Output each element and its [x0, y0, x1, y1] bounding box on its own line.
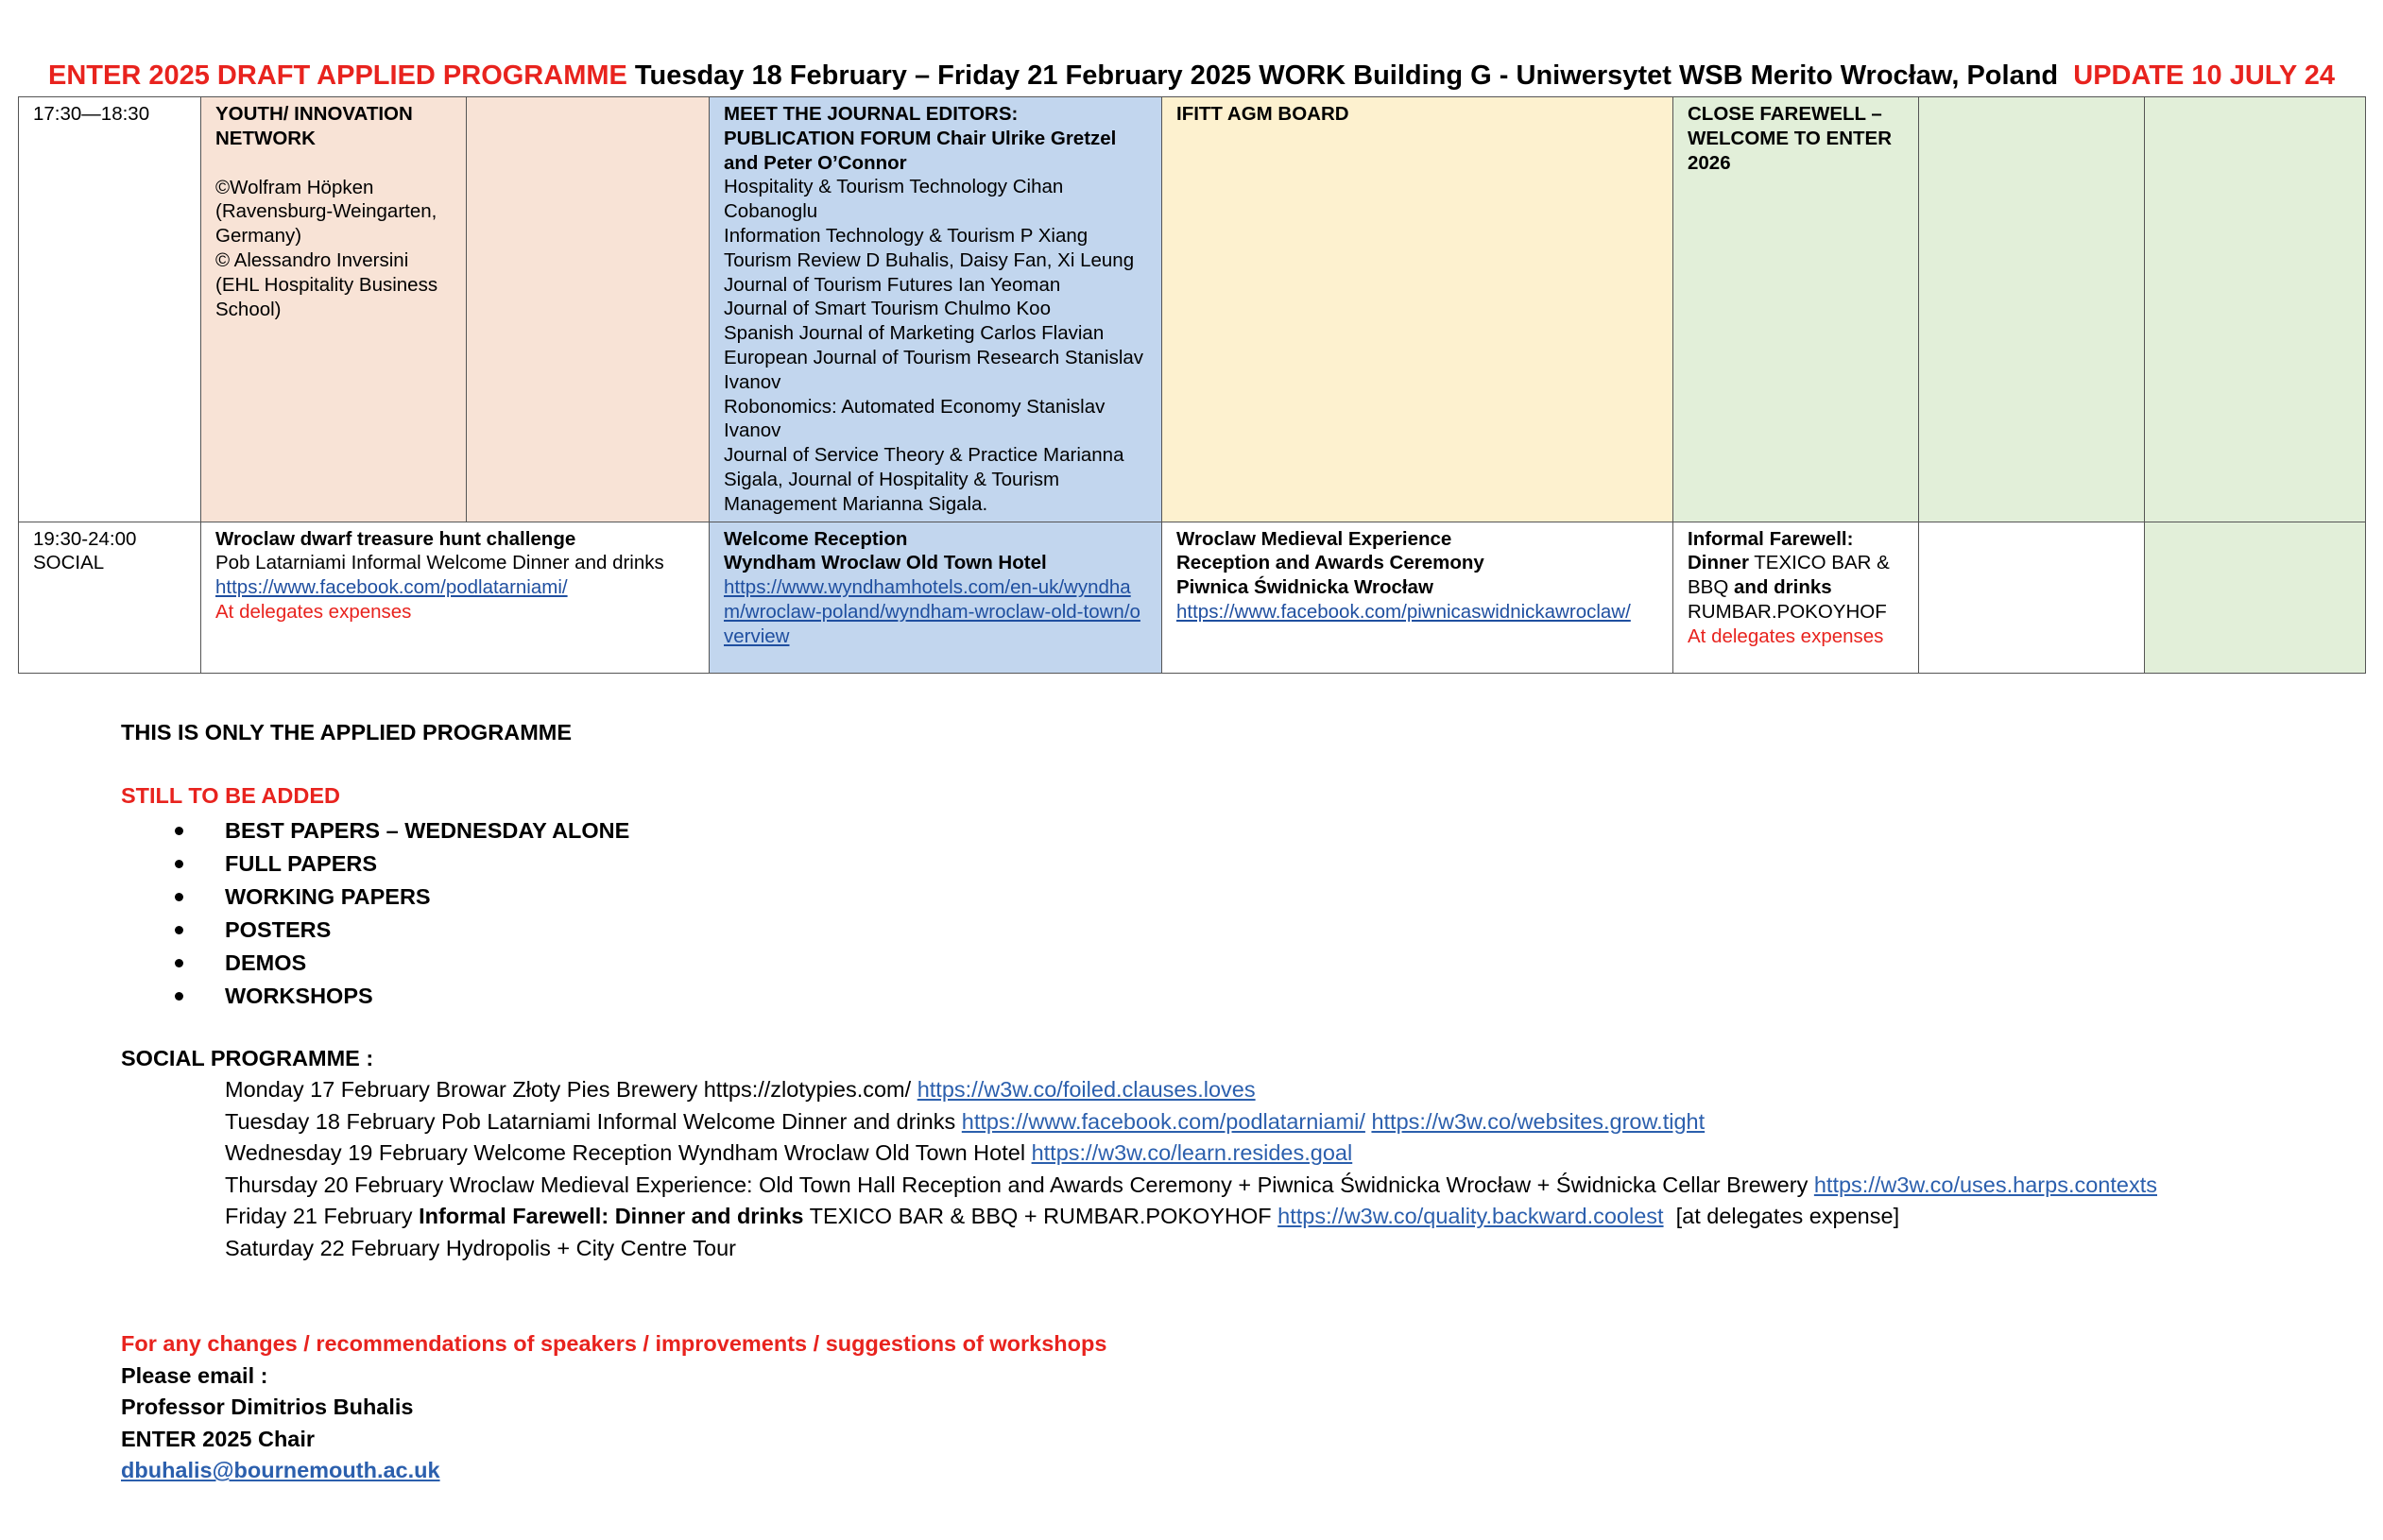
journal-line: Journal of Service Theory & Practice Marianna Sigala, Journal of Hospitality & Tourism Management Marianna Sigala.	[724, 444, 1124, 515]
expenses-note: At delegates expenses	[1688, 625, 1884, 647]
youth-network-cell	[201, 97, 467, 522]
empty-cell	[1919, 522, 2145, 673]
still-to-be-added-list	[121, 814, 629, 1013]
social-thursday: Thursday 20 February Wroclaw Medieval Experience: Old Town Hall Reception and Awards Ceremony + Piwnica Świdnicka Wrocław + Świdnicka Cellar Brewery https://w3w.co/uses.harps.contexts	[225, 1172, 2157, 1197]
social-friday: Friday 21 February Informal Farewell: Dinner and drinks TEXICO BAR & BBQ + RUMBAR.POKOYHOF https://w3w.co/quality.backward.coolest [at delegates expense]	[225, 1204, 1900, 1228]
document-title	[0, 60, 2383, 92]
journal-line: European Journal of Tourism Research Stanislav Ivanov	[724, 346, 1144, 393]
wednesday-w3w-link[interactable]: https://w3w.co/learn.resides.goal	[1031, 1140, 1353, 1165]
friday-w3w-link[interactable]: https://w3w.co/quality.backward.coolest	[1277, 1204, 1664, 1228]
time-cell: 17:30—18:30	[19, 97, 201, 522]
youth-network-title: YOUTH/ INNOVATION NETWORK	[215, 103, 413, 149]
social-tuesday: Tuesday 18 February Pob Latarniami Informal Welcome Dinner and drinks https://www.facebook.com/podlatarniami/ https://w3w.co/websites.grow.tight	[225, 1108, 1706, 1134]
list-item: DEMOS	[121, 947, 629, 980]
title-update: UPDATE 10 JULY 24	[2073, 60, 2335, 91]
wyndham-hotel-title: Wyndham Wroclaw Old Town Hotel	[724, 552, 1047, 574]
title-programme: ENTER 2025 DRAFT APPLIED PROGRAMME	[48, 60, 627, 91]
welcome-reception-cell	[710, 522, 1162, 673]
applied-programme-notice: THIS IS ONLY THE APPLIED PROGRAMME	[121, 720, 573, 744]
medieval-title: Wroclaw Medieval Experience	[1176, 527, 1452, 550]
list-item: POSTERS	[121, 914, 629, 947]
journal-editors-cell	[710, 97, 1162, 522]
piwnica-title: Piwnica Świdnicka Wrocław	[1176, 576, 1433, 599]
title-dates-venue: Tuesday 18 February – Friday 21 February 2025 WORK Building G - Uniwersytet WSB Merito Wrocław, Poland	[634, 60, 2059, 91]
dwarf-hunt-cell	[201, 522, 710, 673]
wyndham-link[interactable]: https://www.wyndhamhotels.com/en-uk/wyndham/wroclaw-poland/wyndham-wroclaw-old-town/overview	[724, 576, 1140, 647]
youth-person-2: © Alessandro Inversini (EHL Hospitality Business School)	[215, 248, 438, 320]
empty-cell	[467, 97, 710, 522]
journal-editors-title: MEET THE JOURNAL EDITORS: PUBLICATION FORUM Chair Ulrike Gretzel and Peter O’Connor	[724, 103, 1117, 174]
contact-block	[121, 1328, 1106, 1487]
social-wednesday: Wednesday 19 February Welcome Reception Wyndham Wroclaw Old Town Hotel https://w3w.co/learn.resides.goal	[225, 1140, 1353, 1165]
farewell-venue: RUMBAR.POKOYHOF	[1688, 600, 1887, 623]
journal-line: Hospitality & Tourism Technology Cihan Cobanoglu	[724, 176, 1064, 223]
podlatarniami-link[interactable]: https://www.facebook.com/podlatarniami/	[215, 576, 568, 599]
list-item: FULL PAPERS	[121, 847, 629, 881]
farewell-title: Informal Farewell:	[1688, 527, 1854, 550]
table-row	[19, 97, 2366, 522]
awards-ceremony-title: Reception and Awards Ceremony	[1176, 552, 1484, 574]
social-programme-list	[225, 1074, 2157, 1264]
welcome-reception-title: Welcome Reception	[724, 527, 908, 550]
close-farewell-title: CLOSE FAREWELL – WELCOME TO ENTER 2026	[1688, 103, 1893, 174]
table-row	[19, 522, 2366, 673]
journal-line: Tourism Review D Buhalis, Daisy Fan, Xi Leung	[724, 248, 1135, 271]
journal-line: Journal of Smart Tourism Chulmo Koo	[724, 298, 1051, 320]
list-item: BEST PAPERS – WEDNESDAY ALONE	[121, 814, 629, 847]
email-label: Please email :	[121, 1362, 268, 1388]
contact-role: ENTER 2025 Chair	[121, 1426, 316, 1451]
ifitt-agm-cell	[1162, 97, 1673, 522]
programme-table	[18, 96, 2366, 674]
ifitt-agm-title: IFITT AGM BOARD	[1176, 103, 1349, 125]
list-item: WORKING PAPERS	[121, 881, 629, 914]
still-to-be-added-heading: STILL TO BE ADDED	[121, 783, 340, 808]
changes-request: For any changes / recommendations of speakers / improvements / suggestions of workshops	[121, 1331, 1107, 1356]
contact-email-link[interactable]: dbuhalis@bournemouth.ac.uk	[121, 1458, 440, 1483]
social-time-cell: 19:30-24:00 SOCIAL	[19, 522, 201, 673]
monday-w3w-link[interactable]: https://w3w.co/foiled.clauses.loves	[917, 1077, 1256, 1102]
medieval-experience-cell	[1162, 522, 1673, 673]
empty-cell	[2145, 97, 2366, 522]
thursday-w3w-link[interactable]: https://w3w.co/uses.harps.contexts	[1813, 1172, 2157, 1197]
empty-cell	[1919, 97, 2145, 522]
expenses-note: At delegates expenses	[215, 600, 412, 623]
informal-farewell-cell: Informal Farewell: Dinner TEXICO BAR & BBQ and drinks RUMBAR.POKOYHOF At delegates expenses	[1673, 522, 1919, 673]
close-farewell-cell	[1673, 97, 1919, 522]
journal-line: Spanish Journal of Marketing Carlos Flavian	[724, 322, 1105, 345]
tuesday-facebook-link[interactable]: https://www.facebook.com/podlatarniami/	[961, 1108, 1365, 1134]
tuesday-w3w-link[interactable]: https://w3w.co/websites.grow.tight	[1371, 1108, 1706, 1134]
dwarf-hunt-desc: Pob Latarniami Informal Welcome Dinner and drinks	[215, 552, 664, 574]
list-item: WORKSHOPS	[121, 980, 629, 1013]
empty-cell	[2145, 522, 2366, 673]
journal-line: Robonomics: Automated Economy Stanislav Ivanov	[724, 395, 1106, 442]
youth-person-1: ©Wolfram Höpken (Ravensburg-Weingarten, Germany)	[215, 176, 437, 248]
social-monday: Monday 17 February Browar Złoty Pies Brewery https://zlotypies.com/ https://w3w.co/foiled.clauses.loves	[225, 1077, 1256, 1102]
dwarf-hunt-title: Wroclaw dwarf treasure hunt challenge	[215, 527, 576, 550]
social-saturday: Saturday 22 February Hydropolis + City Centre Tour	[225, 1235, 736, 1260]
piwnica-link[interactable]: https://www.facebook.com/piwnicaswidnickawroclaw/	[1176, 600, 1631, 623]
journal-line: Information Technology & Tourism P Xiang	[724, 224, 1089, 247]
social-programme-heading: SOCIAL PROGRAMME :	[121, 1046, 374, 1070]
journal-line: Journal of Tourism Futures Ian Yeoman	[724, 273, 1061, 296]
contact-name: Professor Dimitrios Buhalis	[121, 1395, 414, 1420]
